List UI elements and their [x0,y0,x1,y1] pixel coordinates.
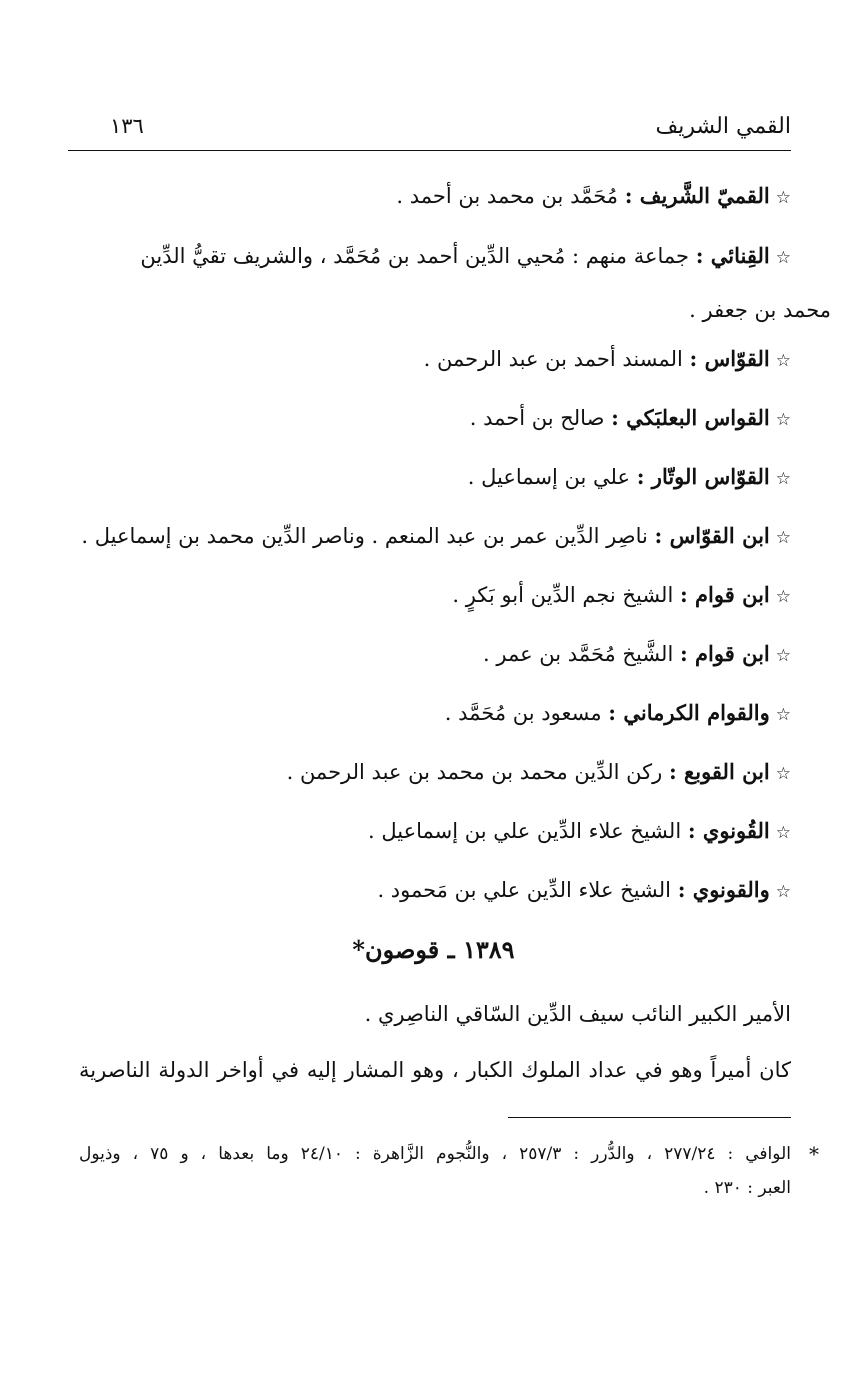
star-icon: ☆ [775,764,791,784]
entry-qummi [79,167,791,227]
star-icon: ☆ [775,469,791,489]
entry-name: ابن القوّاس : [654,523,770,548]
page-header [68,110,791,151]
footnote-divider [508,1117,791,1118]
entry-qawam-kirmani [79,684,791,744]
star-icon: ☆ [775,823,791,843]
footnote-mark: * [809,1142,819,1166]
entry-text: مُحَمَّد بن محمد بن أحمد . [396,184,619,208]
entry-text: صالح بن أحمد . [469,406,605,430]
star-icon: ☆ [775,646,791,666]
entry-text: علي بن إسماعيل . [467,465,631,489]
star-icon: ☆ [775,528,791,548]
entry-name: القميّ الشَّريف : [624,183,770,208]
entry-name: القِنائي : [695,243,770,268]
entry-text: الشيخ نجم الدِّين أبو بَكرٍ . [452,583,674,607]
entry-text: الشيخ علاء الدِّين علي بن إسماعيل . [367,819,682,843]
running-title: القمي الشريف [655,114,791,139]
entry-ibn-qawwas [79,507,791,567]
star-icon: ☆ [775,705,791,725]
entry-text: المسند أحمد بن عبد الرحمن . [423,347,683,371]
entry-ibn-qawam-1 [79,566,791,626]
entry-ibn-qawam-2 [79,625,791,685]
section-paragraph-1: الأمير الكبير النائب سيف الدِّين السّاقي الناصِري . [364,1002,791,1026]
entry-name: ابن قوام : [679,582,770,607]
star-icon: ☆ [775,188,791,208]
entry-text: مسعود بن مُحَمَّد . [444,701,602,725]
section-heading: ١٣٨٩ ـ قوصون* [352,935,515,964]
entry-qawwas [79,330,791,390]
entry-ibn-qawbaa [79,743,791,803]
star-icon: ☆ [775,410,791,430]
section-paragraph-2: كان أميراً وهو في عداد الملوك الكبار ، وهو المشار إليه في أواخر الدولة الناصرية [79,1058,791,1082]
footnote-line-2: العبر : ٢٣٠ . [703,1178,791,1198]
entry-qawwas-baalbaki [79,389,791,449]
page-number: ١٣٦ [110,114,144,138]
star-icon: ☆ [775,882,791,902]
entry-name: القواس البعلبَكي : [611,405,770,430]
entry-qunawi-1 [79,802,791,862]
entry-qunawi-2 [79,861,791,921]
star-icon: ☆ [775,248,791,268]
entry-name: القُونوي : [687,818,770,843]
entry-text-continuation: محمد بن جعفر . [689,298,831,322]
entry-name: ابن قوام : [679,641,770,666]
entry-text: الشيخ علاء الدِّين علي بن مَحمود . [377,878,672,902]
footnote [79,1137,819,1205]
entry-name: والقوام الكرماني : [608,700,770,725]
entry-qawwas-wattar [79,448,791,508]
entry-text: ركن الدِّين محمد بن محمد بن عبد الرحمن . [286,760,663,784]
footnote-line-1: الوافي : ٢٧٧/٢٤ ، والدُّرر : ٢٥٧/٣ ، والنُّجوم الزَّاهرة : ٢٤/١٠ وما بعدها ، و ٧٥ ، وذيول [79,1144,791,1164]
entry-text: جماعة منهم : مُحيي الدِّين أحمد بن مُحَمَّد ، والشريف تقيُّ الدِّين [140,244,690,268]
star-icon: ☆ [775,351,791,371]
entry-name: ابن القوبع : [668,759,770,784]
entry-text: ناصِر الدِّين عمر بن عبد المنعم . وناصر الدِّين محمد بن إسماعيل . [81,524,648,548]
entry-name: والقونوي : [677,877,770,902]
entry-name: القوّاس الوتّار : [636,464,770,489]
entry-qinai [68,230,831,336]
entry-text: الشَّيخ مُحَمَّد بن عمر . [483,642,674,666]
entry-name: القوّاس : [689,346,770,371]
star-icon: ☆ [775,587,791,607]
